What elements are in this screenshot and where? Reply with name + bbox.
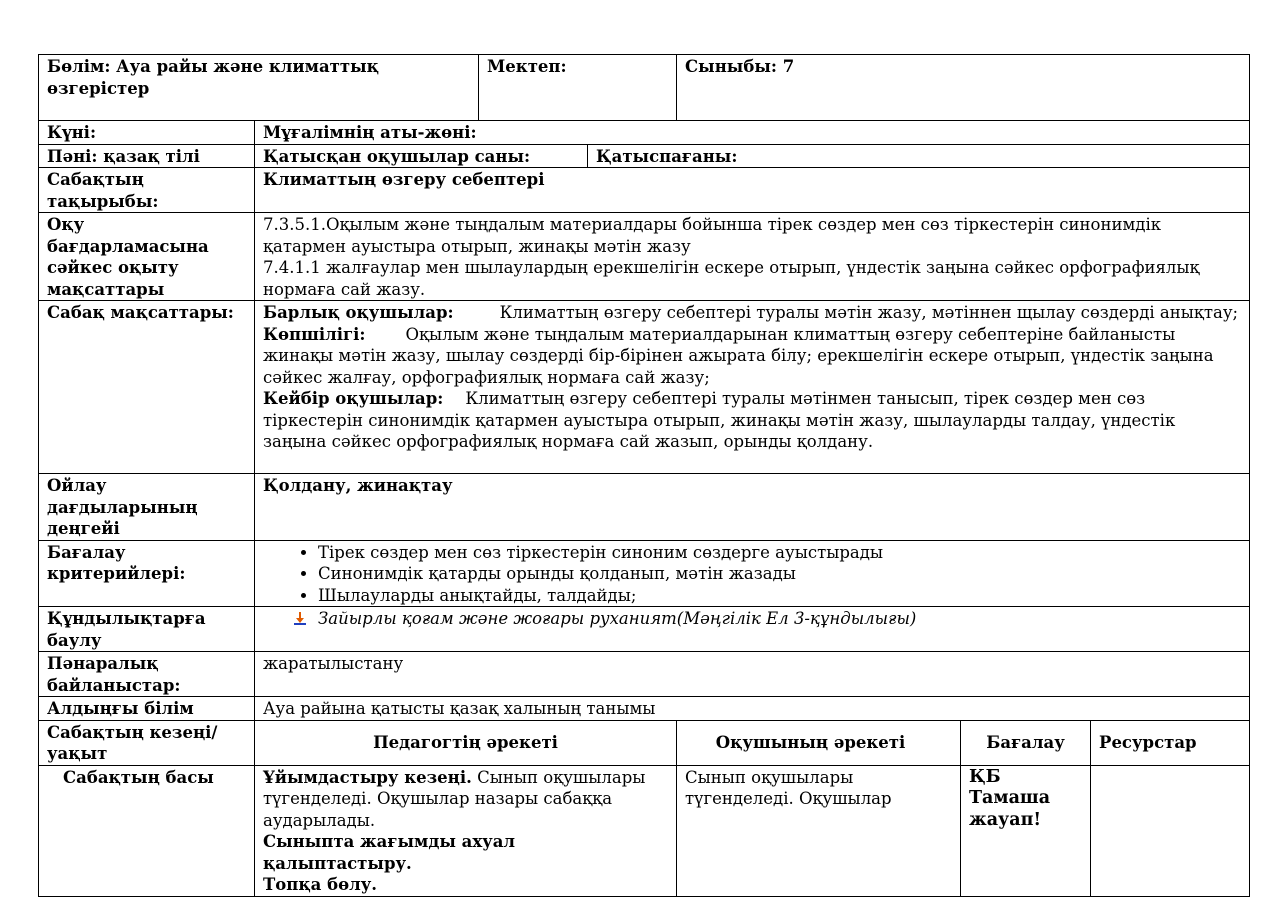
date-label: Күні:	[39, 121, 255, 145]
plan-org-text: Сынып оқушылары түгенделеді. Оқушылар назары сабаққа аударылады.	[263, 767, 646, 830]
absent-label: Қатыспағаны:	[588, 144, 1250, 168]
plan-org	[263, 767, 668, 832]
cross-value: жаратылыстану	[255, 652, 1250, 697]
plan-header-teacher: Педагогтің әрекеті	[255, 720, 677, 765]
assessment-item: • Синонимдік қатарды орынды қолданып, мәтін жазады	[318, 563, 1241, 585]
goal-all-label: Барлық оқушылар:	[263, 303, 454, 322]
lesson-plan-page	[38, 54, 1249, 897]
curriculum-label: Оқу бағдарламасына сәйкес оқыту мақсаттары	[39, 213, 255, 301]
present-label: Қатысқан оқушылар саны:	[255, 144, 588, 168]
lesson-goals-label: Сабақ мақсаттары:	[39, 301, 255, 474]
thinking-value: Қолдану, жинақтау	[255, 474, 1250, 541]
values-text: Зайырлы қоғам және жоғары руханият(Мәңгілік Ел 3-құндылығы)	[318, 609, 917, 628]
lesson-plan-table	[38, 54, 1250, 897]
prior-label: Алдыңғы білім	[39, 697, 255, 721]
goal-some-text: Климаттың өзгеру себептері туралы мәтінмен танысып, тірек сөздер мен сөз тіркестерін синонимдік қатармен ауыстыра отырып, жинақы мәтін жазу, шылауларды талдау, үндестік заңына сәйкес орфографиялық нормаға сай жазып, орынды қолдану.	[263, 389, 1176, 451]
section-title: Бөлім: Ауа райы және климаттық өзгерістер	[39, 55, 479, 121]
plan-header-stage: Сабақтың кезеңі/ уақыт	[39, 720, 255, 765]
thinking-label: Ойлау дағдыларының деңгейі	[39, 474, 255, 541]
topic-value: Климаттың өзгеру себептері	[255, 168, 1250, 213]
goal-most	[263, 324, 1241, 389]
assessment-item: • Шылауларды анықтайды, талдайды;	[318, 585, 1241, 607]
plan-header-resources: Ресурстар	[1091, 720, 1250, 765]
cross-label: Пәнаралық байланыстар:	[39, 652, 255, 697]
plan-resources	[1091, 765, 1250, 896]
plan-header-student: Оқушының әрекеті	[677, 720, 961, 765]
goal-most-label: Көпшілігі:	[263, 324, 366, 344]
lesson-goals	[255, 301, 1250, 474]
school-label: Мектеп:	[479, 55, 677, 121]
goal-some-label: Кейбір оқушылар:	[263, 389, 444, 408]
values-item	[293, 608, 1241, 630]
goal-some	[263, 388, 1241, 453]
assessment-list	[263, 542, 1241, 607]
teacher-label: Мұғалімнің аты-жөні:	[255, 121, 1250, 145]
goal-all-text: Климаттың өзгеру себептері туралы мәтін жазу, мәтіннен щылау сөздерді анықтау;	[499, 303, 1239, 322]
plan-groups: Топқа бөлу.	[263, 875, 378, 894]
values-cell	[255, 607, 1250, 652]
plan-stage: Сабақтың басы	[39, 765, 255, 896]
curriculum-goals	[255, 213, 1250, 301]
curriculum-goal-1: 7.3.5.1.Оқылым және тыңдалым материалдары бойынша тірек сөздер мен сөз тіркестерін синонимдік қатармен ауыстыра отырып, жинақы мәтін жазу	[263, 215, 1162, 256]
values-label: Құндылықтарға баулу	[39, 607, 255, 652]
assessment-item: • Тірек сөздер мен сөз тіркестерін синоним сөздерге ауыстырады	[318, 542, 1241, 564]
curriculum-goal-2: 7.4.1.1 жалғаулар мен шылаулардың ерекшелігін ескере отырып, үндестік заңына сәйкес орфографиялық нормаға сай жазу.	[263, 258, 1200, 299]
plan-climate: Сыныпта жағымды ахуал қалыптастыру.	[263, 832, 516, 873]
grade-label: Сыныбы: 7	[677, 55, 1250, 121]
plan-org-bold: Ұйымдастыру кезеңі.	[263, 767, 472, 787]
plan-assess: ҚБ Тамаша жауап!	[961, 765, 1091, 896]
subject-label: Пәні: қазақ тілі	[39, 144, 255, 168]
assessment-label: Бағалау критерийлері:	[39, 540, 255, 607]
plan-student-action: Сынып оқушылары түгенделеді. Оқушылар	[677, 765, 961, 896]
assessment-criteria	[255, 540, 1250, 607]
arrow-bullet-icon	[293, 610, 307, 626]
prior-value: Ауа райына қатысты қазақ халының танымы	[255, 697, 1250, 721]
plan-teacher-action	[255, 765, 677, 896]
goal-all	[263, 302, 1241, 324]
plan-header-assess: Бағалау	[961, 720, 1091, 765]
goal-most-text: Оқылым және тыңдалым материалдарынан климаттың өзгеру себептеріне байланысты жинақы мәтін жазу, шылау сөздерді бір-бірінен ажырата білу; ерекшелігін ескере отырып, үндестік заңына сәйкес жалғау, орфографиялық нормаға сай жазу;	[263, 324, 1214, 387]
topic-label: Сабақтың тақырыбы:	[39, 168, 255, 213]
values-list	[263, 608, 1241, 630]
